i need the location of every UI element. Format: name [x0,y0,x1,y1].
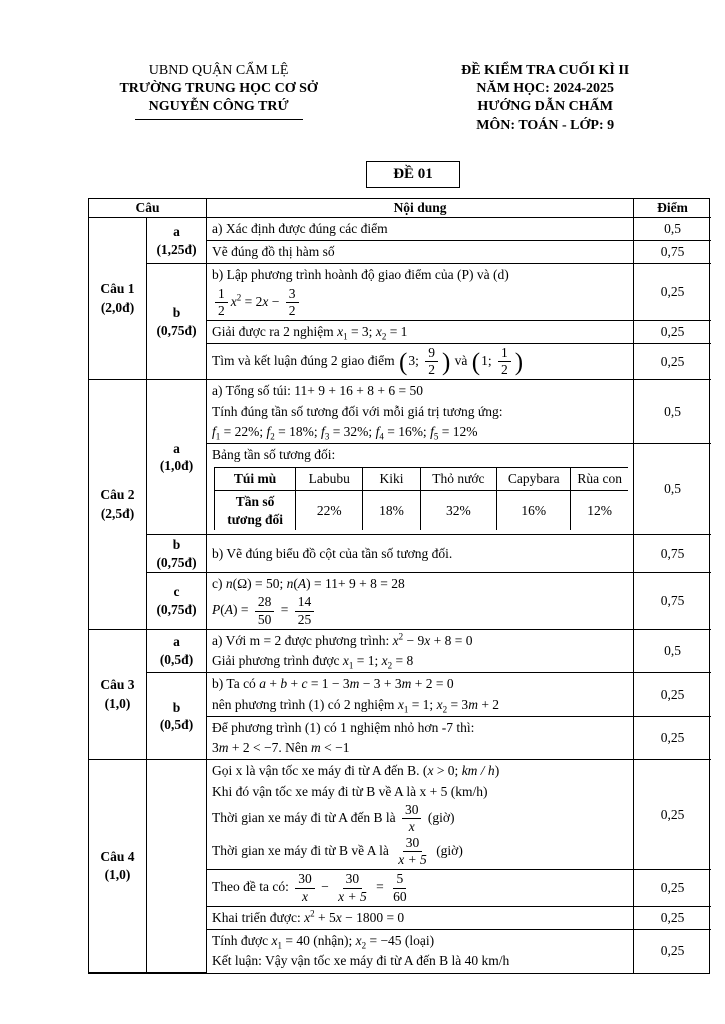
content-line: Khi đó vận tốc xe máy đi từ B về A là x + 5 (km/h) [212,783,488,799]
fraction: $\frac{14}{25}$ [295,595,315,626]
points-cell: 0,5 [634,380,711,444]
content-cell [207,573,634,630]
points-cell: 0,75 [634,241,711,264]
subject-line: MÔN: TOÁN - LỚP: 9 [476,117,615,133]
freq-value-cell: 32% [420,490,497,530]
question-cell: Câu 3 (1,0) [89,630,147,761]
table-row [89,264,711,321]
content-line: a) Với m = 2 được phương trình: $x^2 - 9x + 8 = 0$ [212,631,473,648]
points-cell: 0,25 [634,321,711,344]
points-cell: 0,25 [634,673,711,717]
page-header [88,62,710,135]
col-header-noi-dung: Nội dung [207,199,634,218]
fraction: $\frac{9}{2}$ [425,346,438,377]
part-cell: a (1,0đ) [147,380,207,535]
points-cell: 0,25 [634,870,711,906]
points-cell: 0,25 [634,907,711,930]
col-header-cau: Câu [89,199,207,218]
content-line: Giải được ra 2 nghiệm $x_1 = 3$; $x_2 = 1$ [212,323,408,342]
school-year-line: NĂM HỌC: 2024-2025 [476,81,614,97]
grading-table [89,199,711,973]
table-row [89,573,711,630]
big-parenthesis: ) [514,348,524,376]
frequency-table [214,467,628,530]
content-cell [207,218,634,241]
content-line: $\frac{1}{2}$ $x^2 = 2x$ − $\frac{3}{2}$ [212,286,628,319]
question-cell: Câu 4 (1,0) [89,760,147,972]
part-cell: c (0,75đ) [147,573,207,630]
school-type-line: TRƯỜNG TRUNG HỌC CƠ SỞ [119,81,318,97]
freq-category-cell: Thỏ nước [420,468,497,491]
fraction: $\frac{5}{60}$ [393,871,407,904]
content-cell [207,241,634,264]
fraction: $\frac{1}{2}$ [215,287,228,318]
content-line: b) Lập phương trình hoành độ giao điểm của (P) và (d) [212,267,509,283]
content-line: Tính đúng tần số tương đối với mỗi giá trị tương ứng: [212,403,503,419]
big-parenthesis: ( [398,348,408,376]
points-cell: 0,5 [634,218,711,241]
exam-code-label: ĐỀ 01 [393,165,433,182]
content-cell [207,673,634,717]
freq-category-cell: Capybara [497,468,571,491]
content-line: nên phương trình (1) có 2 nghiệm $x_1 = 1$; $x_2 = 3m + 2$ [212,696,500,715]
content-line: P(A) = $\frac{28}{50}$ = $\frac{14}{25}$ [212,594,628,627]
content-line: Thời gian xe máy đi từ A đến B là $\frac{30}{x}$ (giờ) [212,801,455,834]
content-cell [207,444,634,535]
district-line: UBND QUẬN CẨM LỆ [148,63,289,78]
content-line: a) Xác định được đúng các điểm [212,220,388,236]
fraction: $\frac{1}{2}$ [498,346,511,377]
content-line: Kết luận: Vậy vận tốc xe máy đi từ A đến B là 40 km/h [212,953,510,969]
content-line: Gọi x là vận tốc xe máy đi từ A đến B. (x > 0; km / h) [212,763,500,779]
part-cell: b (0,5đ) [147,673,207,760]
content-line: a) Tổng số túi: 11+ 9 + 16 + 8 + 6 = 50 [212,383,423,399]
content-line: $f_1 = 22\%$; $f_2 = 18\%$; $f_3 = 32\%$; $f_4 = 16\%$; $f_5 = 12\%$ [212,423,478,442]
content-cell [207,870,634,906]
freq-category-cell: Labubu [296,468,363,491]
col-header-diem: Điểm [634,199,711,218]
fraction: $\frac{30}{x}$ [402,803,422,834]
content-line: Giải phương trình được $x_1 = 1$; $x_2 = 8$ [212,653,414,671]
question-cell: Câu 2 (2,5đ) [89,380,147,629]
content-cell [207,930,634,973]
points-cell: 0,25 [660,943,685,959]
content-cell [207,907,634,930]
points-cell: 0,75 [634,535,711,573]
grading-guide-line: HƯỚNG DẪN CHẤM [477,99,613,115]
content-line: Tìm và kết luận đúng 2 giao điểm (3; $\frac{9}{2}$ ) và (1; $\frac{1}{2}$ ) [212,345,524,378]
part-cell: a (1,25đ) [147,218,207,265]
freq-category-cell: Kiki [363,468,420,491]
school-header-block [88,62,349,120]
fraction: $\frac{30}{x}$ [295,872,315,903]
fraction: $\frac{28}{50}$ [255,595,275,626]
exam-code-box [366,161,460,188]
content-line: b) Ta có a + b + c = 1 − 3m − 3 + 3m + 2 = 0 [212,676,454,692]
fraction: $\frac{30}{x + 5}$ [338,871,367,904]
content-line: Theo đề ta có: $\frac{30}{x}$ − $\frac{30}{x + 5}$ = $\frac{5}{60}$ [212,871,628,904]
freq-value-cell: 16% [497,490,571,530]
points-cell: 0,25 [634,760,711,870]
fraction: $\frac{3}{2}$ [286,287,299,318]
content-cell [207,264,634,321]
content-cell [207,717,634,761]
school-name-line: NGUYỄN CÔNG TRỨ [135,98,303,119]
big-parenthesis: ) [441,348,451,376]
points-cell: 0,25 [634,344,711,380]
content-cell [207,344,634,380]
table-row [89,630,711,674]
big-parenthesis: ( [471,348,481,376]
content-line: Bảng tần số tương đối: [212,447,336,463]
content-line: Thời gian xe máy đi từ B về A là $\frac{30}{x + 5}$ (giờ) [212,835,463,868]
part-cell-empty [147,760,207,972]
points-cell: 0,5 [634,444,711,535]
freq-value-cell: 18% [363,490,420,530]
table-row [89,673,711,717]
points-cell: 0,25 [634,717,711,761]
freq-row-label-cell: Tần số tương đối [215,490,296,530]
part-cell: b (0,75đ) [147,535,207,573]
content-cell [207,380,634,444]
content-line: b) Vẽ đúng biểu đồ cột của tần số tương đối. [212,545,453,561]
content-cell [207,630,634,674]
content-line: Vẽ đúng đồ thị hàm số [212,244,335,259]
points-cell: 0,75 [634,573,711,630]
content-line: c) n(Ω) = 50; n(A) = 11+ 9 + 8 = 28 [212,576,405,592]
part-cell: a (0,5đ) [147,630,207,674]
freq-corner-cell: Túi mù [215,468,296,491]
freq-value-cell: 12% [571,490,628,530]
question-cell: Câu 1 (2,0đ) [89,218,147,381]
table-row [89,535,711,573]
points-cell: 0,5 [634,630,711,674]
content-line: Tính được $x_1 = 40$ (nhận); $x_2 = -45$ (loại) [212,933,435,951]
freq-value-cell: 22% [296,490,363,530]
content-line: Để phương trình (1) có 1 nghiệm nhỏ hơn -7 thì: [212,719,475,735]
fraction: $\frac{30}{x + 5}$ [398,835,427,868]
content-cell [207,760,634,870]
content-cell [207,321,634,344]
table-row [89,380,711,444]
exam-header-block [380,62,710,135]
table-row [89,760,711,870]
points-cell: 0,25 [634,264,711,321]
exam-title-line: ĐỀ KIỂM TRA CUỐI KÌ II [461,63,630,78]
grading-table-wrapper [88,198,710,974]
content-line: 3m + 2 < −7. Nên m < −1 [212,740,350,756]
part-cell: b (0,75đ) [147,264,207,380]
content-cell [207,535,634,573]
content-line: Khai triển được: $x^2 + 5x - 1800 = 0$ [212,908,405,925]
table-row [89,218,711,241]
freq-category-cell: Rùa con [571,468,628,491]
